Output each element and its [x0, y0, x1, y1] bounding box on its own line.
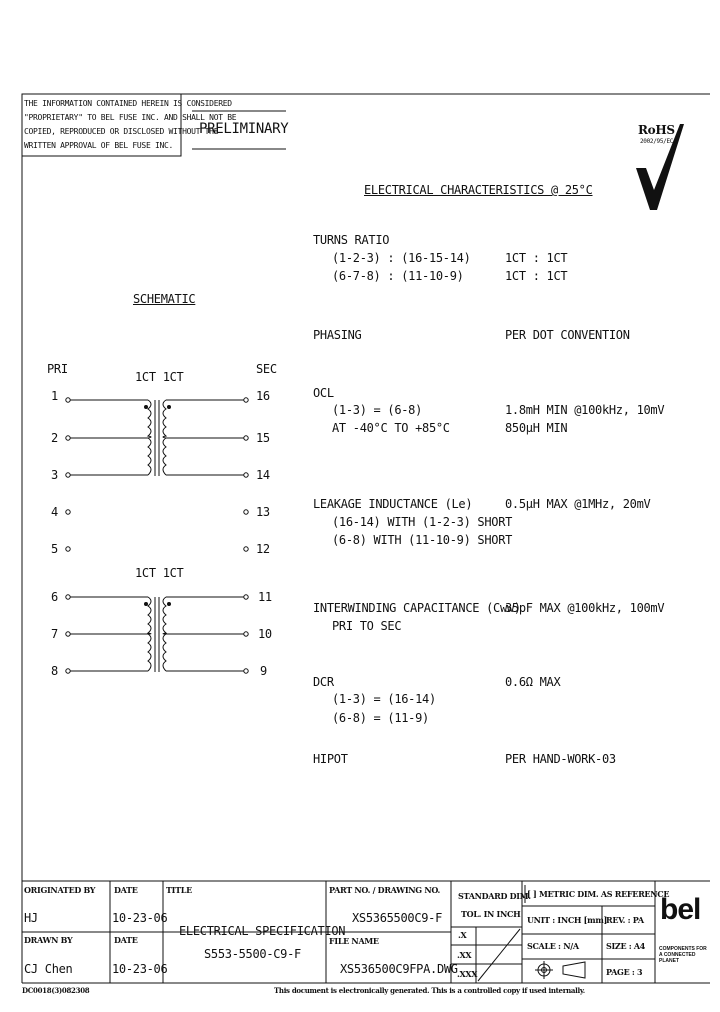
drawn-by-value: CJ Chen — [24, 962, 73, 976]
turns-ratio-row-2: (6-7-8) : (11-10-9) — [332, 269, 464, 283]
pri-label: PRI — [47, 362, 68, 376]
preliminary-label: PRELIMINARY — [199, 121, 289, 137]
turns-ratio-label: TURNS RATIO — [313, 233, 390, 247]
originated-by-value: HJ — [24, 911, 38, 925]
standard-dim-label: STANDARD DIM. — [458, 891, 531, 901]
bel-tagline: COMPONENTS FOR A CONNECTED PLANET — [659, 946, 707, 964]
pin-label: 2 — [51, 431, 58, 445]
pin-label: 10 — [258, 627, 272, 641]
projection-symbol-icon — [535, 961, 585, 979]
title-line-2: S553-5500-C9-F — [204, 947, 301, 961]
pin-label: 5 — [51, 542, 58, 556]
disclaimer-line-4: WRITTEN APPROVAL OF BEL FUSE INC. — [24, 141, 174, 150]
pin-label: 9 — [260, 664, 267, 678]
tolerance-x-label: .X — [458, 930, 467, 940]
page-label: PAGE : 3 — [606, 967, 643, 977]
pin-label: 12 — [256, 542, 270, 556]
leakage-value: 0.5μH MAX @1MHz, 20mV — [505, 497, 651, 511]
capacitance-row-1: PRI TO SEC — [332, 619, 402, 633]
pin-label: 11 — [258, 590, 272, 604]
originated-by-label: ORIGINATED BY — [24, 885, 96, 895]
ratio-label-top: 1CT 1CT — [135, 370, 184, 384]
hipot-value: PER HAND-WORK-03 — [505, 752, 616, 766]
turns-ratio-row-1: (1-2-3) : (16-15-14) — [332, 251, 471, 265]
part-no-label: PART NO. / DRAWING NO. — [329, 885, 441, 895]
ocl-value-1: 1.8mH MIN @100kHz, 10mV — [505, 403, 665, 417]
ratio-label-bottom: 1CT 1CT — [135, 566, 184, 580]
part-no-value: XS5365500C9-F — [352, 911, 443, 925]
schematic-bottom — [66, 595, 248, 673]
ocl-row-1: (1-3) = (6-8) — [332, 403, 423, 417]
bel-logo: bel — [660, 893, 701, 926]
hipot-label: HIPOT — [313, 752, 348, 766]
phasing-label: PHASING — [313, 328, 362, 342]
ocl-row-2: AT -40°C TO +85°C — [332, 421, 450, 435]
dcr-row-1: (1-3) = (16-14) — [332, 692, 436, 706]
pin-label: 13 — [256, 505, 270, 519]
dcr-label: DCR — [313, 675, 334, 689]
title-line-1: ELECTRICAL SPECIFICATION — [179, 924, 346, 938]
pin-label: 16 — [256, 389, 270, 403]
drawn-date-value: 10-23-06 — [112, 962, 168, 976]
capacitance-value: 35pF MAX @100kHz, 100mV — [505, 601, 665, 615]
pin-label: 7 — [51, 627, 58, 641]
schematic-top — [66, 398, 248, 551]
capacitance-label: INTERWINDING CAPACITANCE (Cww) — [313, 601, 521, 615]
pin-label: 1 — [51, 389, 58, 403]
tolerance-inch-label: TOL. IN INCH — [461, 909, 521, 919]
pin-label: 8 — [51, 664, 58, 678]
originated-date-value: 10-23-06 — [112, 911, 168, 925]
file-name-value: XS536500C9FPA.DWG — [340, 962, 458, 976]
leakage-row-2: (6-8) WITH (11-10-9) SHORT — [332, 533, 513, 547]
electrical-characteristics-title: ELECTRICAL CHARACTERISTICS @ 25°C — [364, 183, 593, 197]
pin-label: 14 — [256, 468, 270, 482]
turns-ratio-value-2: 1CT : 1CT — [505, 269, 568, 283]
disclaimer-line-1: THE INFORMATION CONTAINED HEREIN IS CONSIDERED — [24, 99, 232, 108]
unit-label: UNIT : INCH [mm] — [527, 915, 607, 925]
file-name-label: FILE NAME — [329, 936, 379, 946]
size-label: SIZE : A4 — [606, 941, 646, 951]
pin-label: 4 — [51, 505, 58, 519]
drawn-by-label: DRAWN BY — [24, 935, 73, 945]
pin-label: 6 — [51, 590, 58, 604]
phasing-value: PER DOT CONVENTION — [505, 328, 630, 342]
pin-label: 3 — [51, 468, 58, 482]
tolerance-xxx-label: .XXX — [457, 969, 478, 979]
disclaimer-line-2: "PROPRIETARY" TO BEL FUSE INC. AND SHALL NOT BE — [24, 113, 237, 122]
pin-label: 15 — [256, 431, 270, 445]
dcr-value: 0.6Ω MAX — [505, 675, 561, 689]
ocl-label: OCL — [313, 386, 334, 400]
controlled-copy-notice: This document is electronically generated. This is a controlled copy if used internally. — [274, 986, 585, 995]
scale-label: SCALE : N/A — [527, 941, 579, 951]
drawn-date-label: DATE — [114, 935, 138, 945]
title-label: TITLE — [166, 885, 192, 895]
leakage-label: LEAKAGE INDUCTANCE (Le) — [313, 497, 473, 511]
turns-ratio-value-1: 1CT : 1CT — [505, 251, 568, 265]
tolerance-xx-label: .XX — [457, 950, 472, 960]
disclaimer-line-3: COPIED, REPRODUCED OR DISCLOSED WITHOUT THE — [24, 127, 219, 136]
schematic-title: SCHEMATIC — [133, 292, 196, 306]
document-number: DC0018(3)082308 — [22, 986, 90, 995]
sec-label: SEC — [256, 362, 277, 376]
originated-date-label: DATE — [114, 885, 138, 895]
dcr-row-2: (6-8) = (11-9) — [332, 711, 429, 725]
revision-label: REV. : PA — [606, 915, 644, 925]
leakage-row-1: (16-14) WITH (1-2-3) SHORT — [332, 515, 513, 529]
metric-note: [ ] METRIC DIM. AS REFERENCE — [527, 889, 670, 899]
rohs-directive: 2002/95/EC — [640, 138, 674, 145]
ocl-value-2: 850μH MIN — [505, 421, 568, 435]
rohs-logo: RoHS — [638, 123, 675, 137]
